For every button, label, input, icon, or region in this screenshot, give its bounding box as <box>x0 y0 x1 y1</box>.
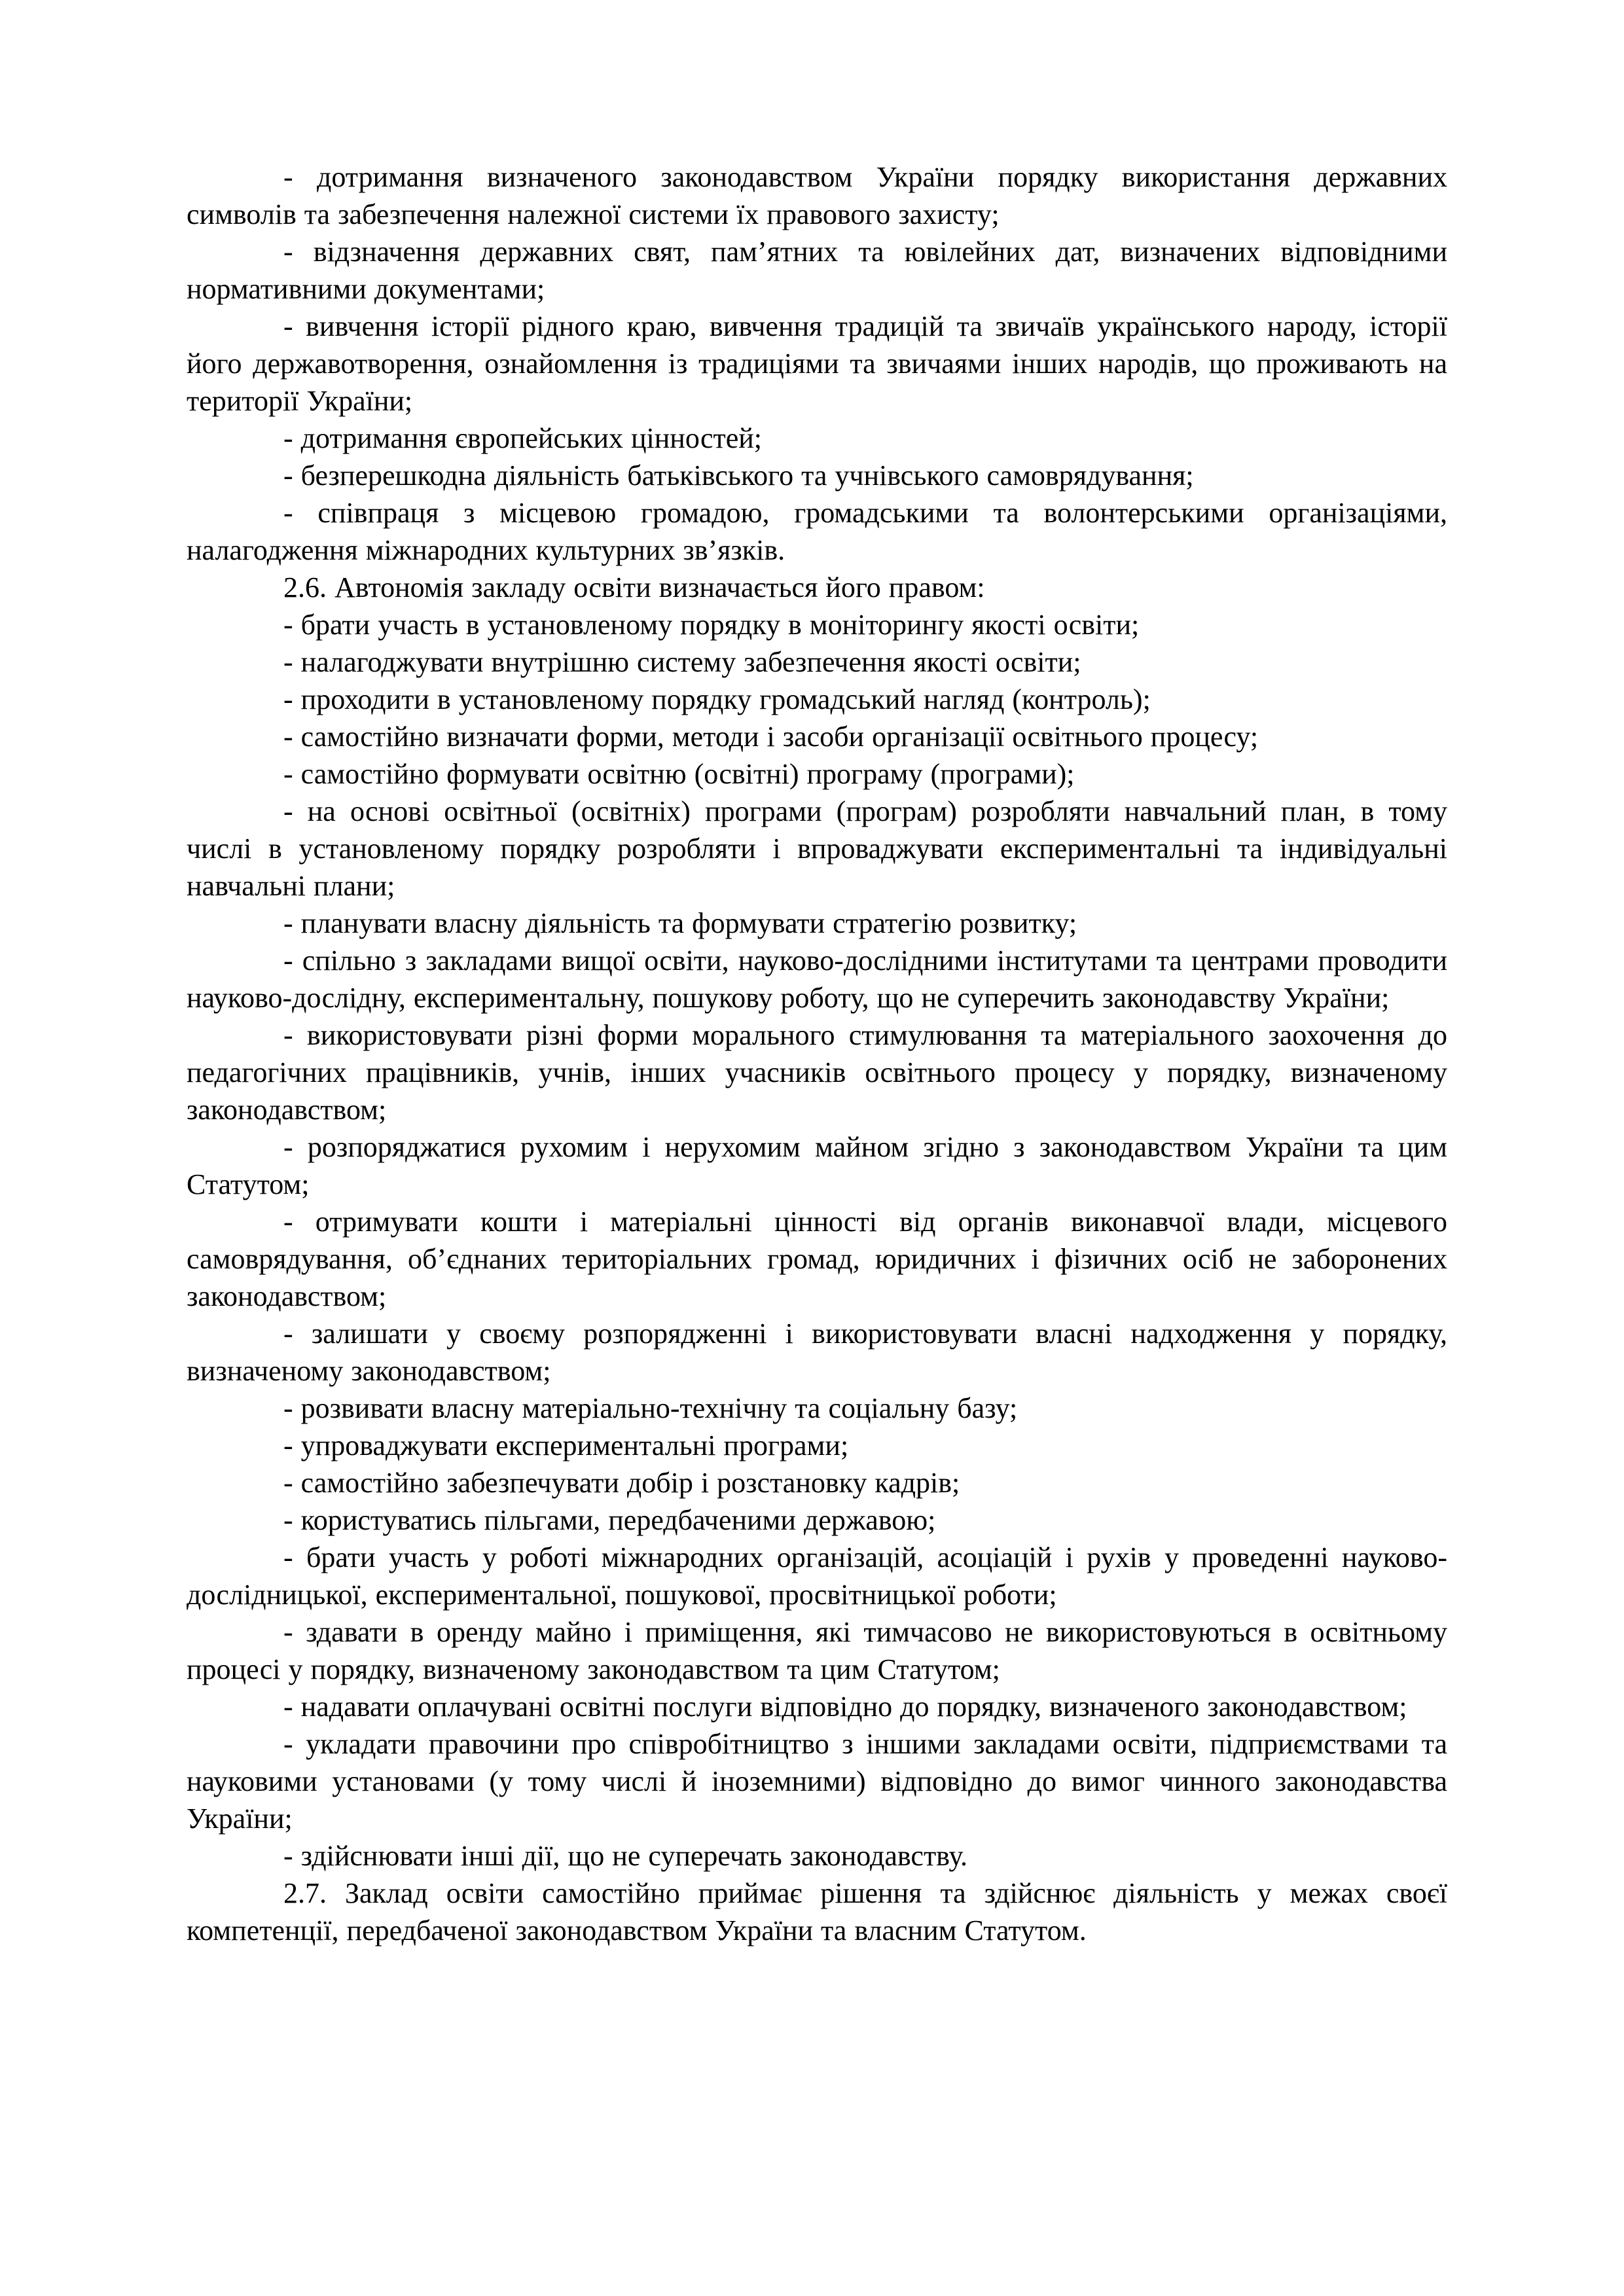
paragraph: - самостійно визначати форми, методи і засоби організації освітнього процесу; <box>283 721 1259 753</box>
paragraph: - здійснювати інші дії, що не суперечать законодавству. <box>283 1840 968 1872</box>
paragraph: - укладати правочини про співробітництво з іншими закладами освіти, підприємствами та науковими установами (у тому числі й іноземними) відповідно до вимог чинного законодавства України; <box>187 1728 1447 1835</box>
paragraph: - використовувати різні форми морального стимулювання та матеріального заохочення до педагогічних працівників, учнів, інших учасників освітнього процесу у порядку, визначеному законодавством; <box>187 1019 1447 1126</box>
paragraph section-heading: 2.6. Автономія закладу освіти визначається його правом: <box>283 571 985 603</box>
paragraph: - безперешкодна діяльність батьківського та учнівського самоврядування; <box>283 459 1194 492</box>
paragraph: - отримувати кошти і матеріальні цінності від органів виконавчої влади, місцевого самоврядування, об’єднаних територіальних громад, юридичних і фізичних осіб не заборонених законодавством; <box>187 1206 1447 1312</box>
paragraph section-heading: 2.7. Заклад освіти самостійно приймає рішення та здійснює діяльність у межах своєї компетенції, передбаченої законодавством України та власним Статутом. <box>187 1877 1447 1946</box>
paragraph: - дотримання європейських цінностей; <box>283 422 762 454</box>
paragraph: - самостійно формувати освітню (освітні) програму (програми); <box>283 758 1075 790</box>
paragraph: - відзначення державних свят, пам’ятних та ювілейних дат, визначених відповідними нормативними документами; <box>187 236 1447 305</box>
paragraph: - упроваджувати експериментальні програми; <box>283 1429 849 1462</box>
paragraph: - самостійно забезпечувати добір і розстановку кадрів; <box>283 1467 960 1499</box>
paragraph: - користуватись пільгами, передбаченими державою; <box>283 1504 936 1536</box>
paragraph: - розвивати власну матеріально-технічну та соціальну базу; <box>283 1392 1018 1424</box>
document-body-text <box>187 158 1447 1949</box>
paragraph: - розпоряджатися рухомим і нерухомим майном згідно з законодавством України та цим Статутом; <box>187 1131 1447 1200</box>
paragraph: - брати участь в установленому порядку в моніторингу якості освіти; <box>283 609 1140 641</box>
paragraph: - співпраця з місцевою громадою, громадськими та волонтерськими організаціями, налагодження міжнародних культурних зв’язків. <box>187 497 1447 566</box>
paragraph: - проходити в установленому порядку громадський нагляд (контроль); <box>283 683 1151 715</box>
paragraph: - спільно з закладами вищої освіти, науково-дослідними інститутами та центрами проводити науково-дослідну, експериментальну, пошукову роботу, що не суперечить законодавству України; <box>187 944 1447 1014</box>
paragraph: - залишати у своєму розпорядженні і використовувати власні надходження у порядку, визначеному законодавством; <box>187 1318 1447 1387</box>
paragraph: - брати участь у роботі міжнародних організацій, асоціацій і рухів у проведенні науково-дослідницької, експериментальної, пошукової, просвітницької роботи; <box>187 1541 1447 1611</box>
paragraph: - вивчення історії рідного краю, вивчення традицій та звичаїв українського народу, історії його державотворення, ознайомлення із традиціями та звичаями інших народів, що проживають на території України; <box>187 310 1447 417</box>
paragraph: - налагоджувати внутрішню систему забезпечення якості освіти; <box>283 646 1081 678</box>
paragraph: - на основі освітньої (освітніх) програми (програм) розробляти навчальний план, в тому числі в установленому порядку розробляти і впроваджувати експериментальні та індивідуальні навчальні плани; <box>187 795 1447 902</box>
paragraph: - планувати власну діяльність та формувати стратегію розвитку; <box>283 907 1077 939</box>
paragraph: - здавати в оренду майно і приміщення, які тимчасово не використовуються в освітньому процесі у порядку, визначеному законодавством та цим Статутом; <box>187 1616 1447 1685</box>
paragraph: - дотримання визначеного законодавством України порядку використання державних символів та забезпечення належної системи їх правового захисту; <box>187 161 1447 230</box>
paragraph: - надавати оплачувані освітні послуги відповідно до порядку, визначеного законодавством; <box>283 1691 1407 1723</box>
